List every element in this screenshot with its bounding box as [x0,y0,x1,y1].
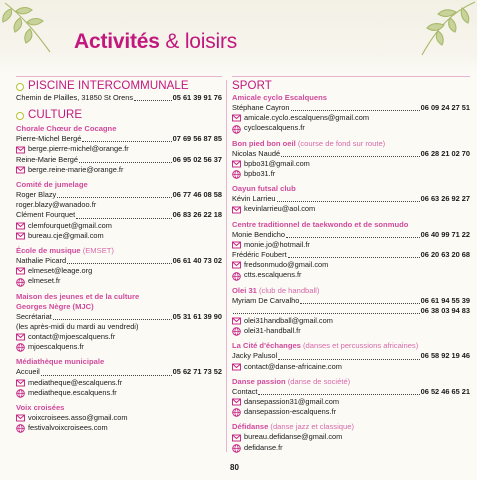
website[interactable]: bpbo31.fr [244,169,276,179]
org-title: La Cité d'échanges [232,341,301,351]
phone-number[interactable]: 06 83 26 22 18 [172,210,222,220]
envelope-icon [232,317,241,325]
envelope-icon [232,261,241,269]
org-name: Chorale Chœur de Cocagne [16,124,117,134]
envelope-icon [232,434,241,442]
leader-dots [277,201,420,202]
globe-icon [232,125,241,133]
email-address[interactable]: roger.blazy@wanadoo.fr [16,200,97,210]
org-note: (danses et percussions africaines) [303,341,419,351]
globe-icon [232,444,241,452]
contact-name: Contact [232,386,258,396]
section-heading-piscine [16,80,222,93]
phone-number[interactable]: 06 58 92 19 46 [420,351,470,361]
envelope-icon [16,166,25,174]
org-title: Danse passion [232,376,286,386]
org-title: Olei 31 [232,285,257,295]
email-line[interactable] [232,260,470,270]
web-line[interactable] [16,342,222,352]
org-name: Médiathèque municipale [16,357,105,367]
email-address[interactable]: bureau.defidanse@gmail.com [244,432,343,442]
email-line[interactable] [16,221,222,231]
leader-dots [258,394,419,395]
phone-number[interactable]: 06 09 24 27 51 [420,103,470,112]
leader-dots [82,141,171,142]
contact-row [16,210,222,220]
leader-dots [53,319,172,320]
email-address[interactable]: amicale.cyclo.escalquens@gmail.com [244,113,369,123]
web-line[interactable] [16,388,222,398]
org-name: Comité de jumelage [16,180,88,190]
leader-dots [300,303,419,304]
email-address[interactable]: berge.reine-marie@orange.fr [28,164,124,174]
contact-row [16,190,222,200]
email-line[interactable] [232,432,470,442]
website[interactable]: elmeset.fr [28,276,61,286]
email-line[interactable] [232,316,470,326]
globe-icon [16,343,25,351]
section-title: CULTURE [28,109,83,122]
org-name-line2: Georges Nègre (MJC) [16,301,94,311]
column-divider [226,80,227,452]
email-address[interactable]: elmeset@leage.org [28,266,93,276]
org-name [232,377,470,387]
website[interactable]: olei31-handball.fr [244,326,301,336]
envelope-icon [16,267,25,275]
org-title: Bon pied bon oeil [232,138,296,148]
web-line[interactable] [232,169,470,179]
leader-dots [233,313,420,314]
contact-name: Monie Bendicho [232,229,286,239]
website[interactable]: defidanse.fr [244,442,283,452]
phone-number[interactable]: 06 28 21 02 70 [420,148,470,158]
phone-number[interactable]: 06 95 02 56 37 [172,154,222,164]
phone-number[interactable]: 07 69 56 87 85 [172,134,222,144]
org-name: Amicale cyclo Escalquens [232,93,327,102]
phone-number[interactable]: 05 62 71 73 52 [172,367,222,377]
email-address[interactable]: fredsonmudo@gmail.com [244,260,329,270]
leader-dots [281,156,420,157]
leader-dots [134,100,172,101]
globe-icon [232,272,241,280]
leaf-decoration-right-icon [382,0,477,60]
contact-name: Myriam De Carvalho [232,295,300,305]
globe-icon [232,327,241,335]
org-note: (danse de société) [287,376,351,386]
envelope-icon [232,114,241,122]
contact-name: Roger Blazy [16,190,57,200]
contact-row [16,312,222,322]
web-line[interactable] [232,443,470,453]
phone-number[interactable]: 06 38 03 94 83 [420,305,470,315]
contact-row [232,194,470,204]
opening-hours: (les après-midi du mardi au vendredi) [16,321,139,331]
envelope-icon [16,232,25,240]
contact-row [232,387,470,397]
org-name: Maison des jeunes et de la culture [16,291,140,301]
phone-number[interactable]: 06 52 46 65 21 [420,386,470,396]
envelope-icon [232,241,241,249]
contact-row [16,155,222,165]
email-address[interactable]: kevinlarrieu@aol.com [244,204,316,214]
envelope-icon [16,379,25,387]
leaf-decoration-left-icon [0,0,62,58]
divider [232,76,470,77]
globe-icon [16,424,25,432]
org-name: Oayun futsal club [232,184,296,194]
envelope-icon [232,160,241,168]
website[interactable]: mediatheque.escalquens.fr [28,387,117,397]
email-line[interactable] [16,413,222,423]
right-column [232,80,470,453]
contact-row [16,134,222,144]
email-address[interactable]: voixcroisees.asso@gmail.com [28,413,128,423]
contact-name: Nicolas Naudé [232,148,281,158]
leader-dots [67,263,172,264]
email-address[interactable]: bureau.cje@gmail.com [28,230,104,240]
envelope-icon [232,398,241,406]
email-line[interactable] [232,240,470,250]
contact-name: Reine-Marie Bergé [16,154,79,164]
address: Chemin de Plailles, 31850 St Orens [16,93,134,102]
contact-name: Stéphane Cayron [232,103,290,112]
envelope-icon [232,206,241,214]
envelope-icon [16,146,25,154]
email-line[interactable] [16,231,222,241]
page-title-light: & loisirs [165,30,238,53]
section-heading-sport [232,80,470,93]
section-title: SPORT [232,80,272,92]
email-address[interactable]: contact@danse-africaine.com [244,361,342,371]
org-title: École de musique [16,246,81,256]
org-name [232,139,470,149]
email-line[interactable] [232,362,470,372]
leader-dots [57,197,171,198]
address-line [16,93,222,103]
email-line[interactable] [232,113,470,123]
email-line[interactable] [16,144,222,154]
org-name: Voix croisées [16,403,65,413]
section-title: PISCINE INTERCOMMUNALE [28,80,189,92]
email-line[interactable] [16,378,222,388]
divider [16,76,222,77]
contact-row [232,250,470,260]
page-number: 80 [230,463,239,472]
leader-dots [79,162,172,163]
bullet-icon [16,83,24,91]
phone-number[interactable]: 05 31 61 39 90 [172,311,222,321]
website[interactable]: cycloescalquens.fr [244,123,305,133]
org-note: (course de fond sur route) [297,138,386,148]
web-line[interactable] [232,270,470,280]
email-address[interactable]: monie.jo@hotmail.fr [244,239,310,249]
contact-row [16,367,222,377]
org-name [16,246,222,256]
contact-row [232,230,470,240]
leader-dots [41,375,172,376]
globe-icon [16,389,25,397]
contact-row [232,296,470,306]
envelope-icon [16,222,25,230]
contact-name: Frédéric Foubert [232,250,287,260]
email-address[interactable]: mediatheque@escalquens.fr [28,377,123,387]
web-line[interactable] [232,326,470,336]
leader-dots [291,110,420,111]
email-address[interactable]: clemfourquet@gmail.com [28,220,112,230]
contact-name: Pierre-Michel Bergé [16,134,82,144]
phone-number[interactable]: 06 63 26 92 27 [420,194,470,204]
envelope-icon [16,414,25,422]
phone-number[interactable]: 06 77 46 08 58 [172,190,222,200]
contact-name: Clément Fourquet [16,210,76,220]
org-name [232,422,470,432]
phone-number[interactable]: 05 61 39 91 76 [172,93,222,102]
email-address[interactable]: bpbo31@gmail.com [244,158,310,168]
email-line[interactable] [232,204,470,214]
email-address[interactable]: dansepassion31@gmail.com [244,397,340,407]
web-line[interactable] [16,276,222,286]
org-name [232,341,470,351]
email-address[interactable]: olei31handball@gmail.com [244,316,333,326]
org-name [232,286,470,296]
globe-icon [232,408,241,416]
website[interactable]: ctts.escalquens.fr [244,270,302,280]
bullet-icon [16,112,24,120]
web-line[interactable] [232,123,470,133]
org-note: (club de handball) [259,285,320,295]
phone-number[interactable]: 06 20 63 20 68 [420,250,470,260]
website[interactable]: dansepassion-escalquens.fr [244,407,337,417]
email-line[interactable] [232,397,470,407]
leader-dots [278,359,419,360]
contact-row [232,306,470,316]
page-title-bold: Activités [74,30,160,53]
email-line[interactable] [16,165,222,175]
contact-name: Kévin Larrieu [232,194,276,204]
leader-dots [76,218,172,219]
org-name: Centre traditionnel de taekwondo et de sonmudo [232,219,409,229]
email-line[interactable] [16,266,222,276]
section-heading-culture [16,109,222,122]
contact-name: Secrétariat [16,311,52,321]
contact-row [232,351,470,361]
envelope-icon [16,333,25,341]
left-column [16,80,222,433]
website[interactable]: mjoescalquens.fr [28,342,84,352]
contact-row [232,103,470,113]
org-note: (danse jazz et classique) [270,422,354,432]
globe-icon [232,170,241,178]
org-note: (EMSET) [82,246,114,256]
phone-number[interactable]: 06 40 99 71 22 [420,229,470,239]
contact-name: Jacky Palusol [232,351,278,361]
website[interactable]: festivalvoixcroisees.com [28,423,108,433]
email-address[interactable]: contact@mjoescalquens.fr [28,332,116,342]
envelope-icon [232,363,241,371]
contact-name: Accueil [16,367,40,377]
contact-name: Nathalie Picard [16,256,67,266]
leader-dots [286,237,420,238]
phone-number[interactable]: 06 61 94 55 39 [420,295,470,305]
contact-row [16,256,222,266]
email-address[interactable]: berge.pierre-michel@orange.fr [28,144,129,154]
globe-icon [16,278,25,286]
leader-dots [288,257,420,258]
email-line[interactable] [16,332,222,342]
web-line[interactable] [16,423,222,433]
phone-number[interactable]: 06 61 40 73 02 [172,256,222,266]
page-title [74,30,237,54]
contact-row [232,149,470,159]
org-title: Défidanse [232,422,269,432]
web-line[interactable] [232,407,470,417]
email-line[interactable] [232,159,470,169]
